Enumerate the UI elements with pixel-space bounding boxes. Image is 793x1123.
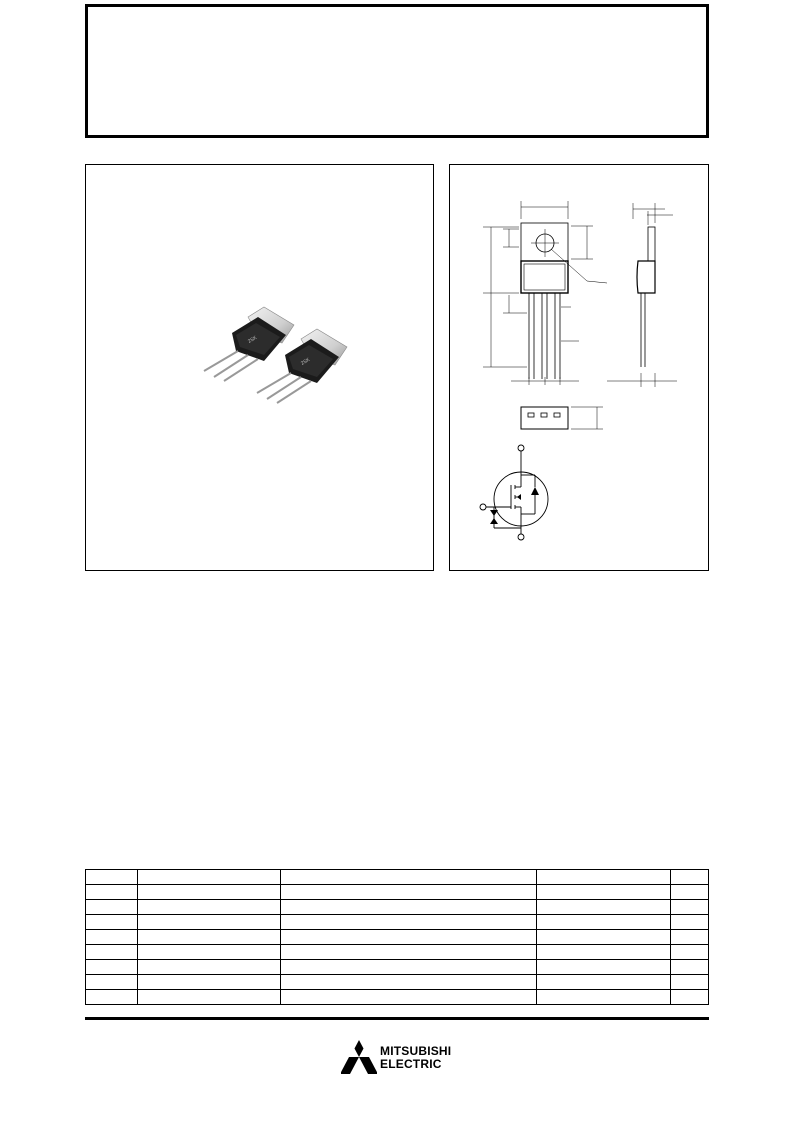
table-cell (671, 960, 709, 975)
table-cell (86, 945, 138, 960)
table-cell (86, 960, 138, 975)
table-cell (137, 975, 280, 990)
table-cell (86, 900, 138, 915)
mitsubishi-logo (341, 1039, 461, 1075)
table-cell (280, 915, 537, 930)
footer-rule (85, 1017, 709, 1020)
brand-line-1: MITSUBISHI (380, 1044, 452, 1058)
table-cell (137, 870, 280, 885)
table-cell (537, 870, 671, 885)
table-cell (137, 885, 280, 900)
table-cell (137, 960, 280, 975)
table-cell (86, 990, 138, 1005)
three-diamonds-icon (341, 1039, 377, 1075)
table-row (86, 960, 709, 975)
table-cell (537, 945, 671, 960)
table-cell (86, 870, 138, 885)
table-cell (280, 870, 537, 885)
product-photo (86, 165, 433, 570)
brand-line-2: ELECTRIC (380, 1057, 442, 1071)
table-cell (671, 930, 709, 945)
table-cell (280, 885, 537, 900)
table-row (86, 975, 709, 990)
table-cell (671, 990, 709, 1005)
table-cell (671, 975, 709, 990)
spec-table (85, 869, 709, 1005)
svg-text:2SK: 2SK (300, 356, 312, 367)
table-cell (280, 975, 537, 990)
table-cell (86, 885, 138, 900)
table-row (86, 870, 709, 885)
table-cell (537, 960, 671, 975)
table-row (86, 930, 709, 945)
table-cell (671, 945, 709, 960)
table-cell (671, 915, 709, 930)
table-cell (280, 960, 537, 975)
svg-text:2SK: 2SK (247, 334, 259, 345)
table-cell (280, 930, 537, 945)
table-row (86, 945, 709, 960)
table-row (86, 900, 709, 915)
outline-drawing-panel (449, 164, 709, 571)
table-cell (671, 900, 709, 915)
mosfet-symbol (480, 445, 548, 540)
table-cell (537, 990, 671, 1005)
table-cell (537, 900, 671, 915)
table-cell (86, 975, 138, 990)
table-cell (537, 915, 671, 930)
table-cell (537, 930, 671, 945)
table-cell (280, 900, 537, 915)
title-box (85, 4, 709, 138)
table-cell (137, 930, 280, 945)
table-cell (280, 990, 537, 1005)
table-cell (671, 870, 709, 885)
table-cell (671, 885, 709, 900)
transistor-1 (204, 307, 294, 381)
table-row (86, 990, 709, 1005)
outline-drawing (450, 165, 708, 570)
product-photo-panel (85, 164, 434, 571)
table-cell (137, 900, 280, 915)
table-cell (137, 915, 280, 930)
table-cell (537, 975, 671, 990)
table-cell (280, 945, 537, 960)
table-cell (137, 990, 280, 1005)
table-cell (137, 945, 280, 960)
table-row (86, 915, 709, 930)
table-cell (537, 885, 671, 900)
table-row (86, 885, 709, 900)
table-cell (86, 915, 138, 930)
table-cell (86, 930, 138, 945)
